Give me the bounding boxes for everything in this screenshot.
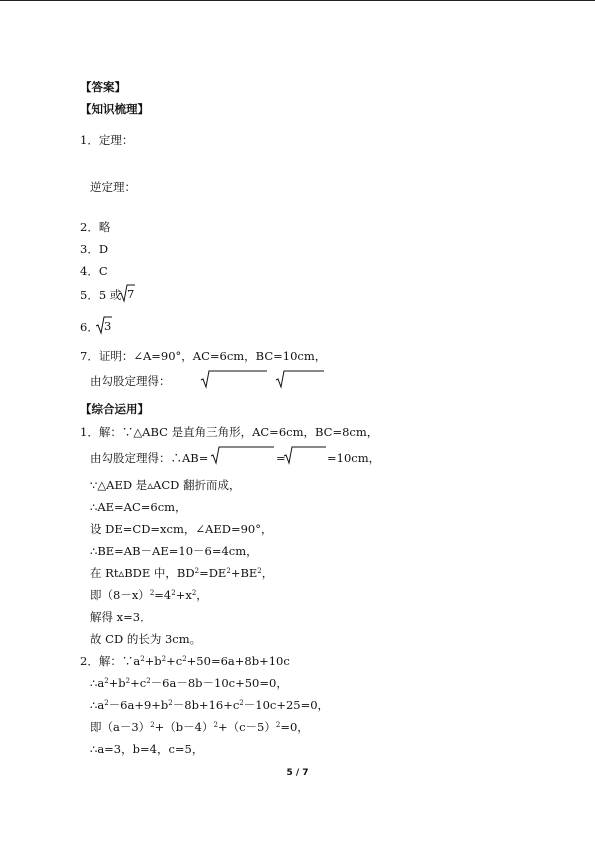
item-6-prefix: 6． [80, 320, 99, 334]
item-1-converse: 逆定理： [90, 180, 136, 194]
p1-line-10: 故 CD 的长为 3cm。 [90, 632, 202, 646]
p2-line-1: 2．解：$\because a^2+b^2+c^2+50=6a+8b+10c$ [80, 654, 290, 668]
p2-line-5: ∴a=3，b=4，c=5， [90, 742, 204, 756]
item-7-proof: 7．证明：∠A=90°，AC=6cm，BC=10cm， [80, 349, 327, 363]
item-6-sqrt [96, 316, 112, 334]
p1-line-8: 即$(8-x)^2=4^2+x^2$， [90, 588, 208, 602]
p1-line-5: 设 DE=CD=xcm，∠AED=90°， [90, 522, 273, 536]
p1-line-1: 1．解：∵△ABC 是直角三角形，AC=6cm，BC=8cm， [80, 425, 379, 439]
item-2: 2．略 [80, 220, 111, 234]
apply-heading: 【综合运用】 [80, 402, 149, 416]
item-3: 3．D [80, 242, 109, 256]
p1-line-6: ∴BE=AB－AE=10－6=4cm， [90, 544, 258, 558]
item-4: 4．C [80, 264, 108, 278]
item-6-radicand: 3 [104, 319, 112, 333]
page-number: 5 / 7 [286, 768, 309, 778]
p2-line-3: $\therefore a^2-6a+9+b^2-8b+16+c^2-10c+25=0$， [90, 698, 330, 712]
top-border-line [0, 0, 595, 1]
item-5-prefix: 5．5 或 [80, 288, 122, 302]
p2-line-4: 即$(a-3)^2+(b-4)^2+(c-5)^2=0$， [90, 720, 309, 734]
p1-line-2-equals: = [276, 451, 286, 465]
radical-sign-icon [201, 370, 269, 388]
item-5-radicand: 7 [127, 287, 135, 301]
knowledge-heading: 【知识梳理】 [80, 102, 149, 116]
p1-line-2-result: =10cm， [327, 451, 381, 465]
p1-line-3: ∵△AED 是▵ACD 翻折而成， [90, 478, 241, 492]
item-7-sqrt-2 [276, 370, 326, 388]
item-1-theorem: 1．定理： [80, 133, 134, 147]
answer-heading: 【答案】 [80, 80, 126, 94]
item-7-pythagoras: 由勾股定理得： [90, 374, 171, 388]
p1-line-9: 解得 x=3． [90, 610, 152, 624]
p1-line-7: 在 Rt▵BDE 中，$BD^2=DE^2+BE^2$， [90, 566, 274, 580]
radical-sign-icon [276, 370, 326, 388]
p1-line-2-prefix: 由勾股定理得：∴AB= [90, 451, 209, 465]
p1-line-4: ∴AE=AC=6cm， [90, 500, 187, 514]
radical-sign-icon [284, 446, 328, 464]
item-7-sqrt-1 [201, 370, 269, 388]
p2-line-2: $\therefore a^2+b^2+c^2-6a-8b-10c+50=0$， [90, 676, 288, 690]
p1-sqrt-1 [211, 446, 275, 464]
item-5-sqrt [119, 284, 135, 302]
radical-sign-icon [211, 446, 275, 464]
p1-sqrt-2 [284, 446, 328, 464]
